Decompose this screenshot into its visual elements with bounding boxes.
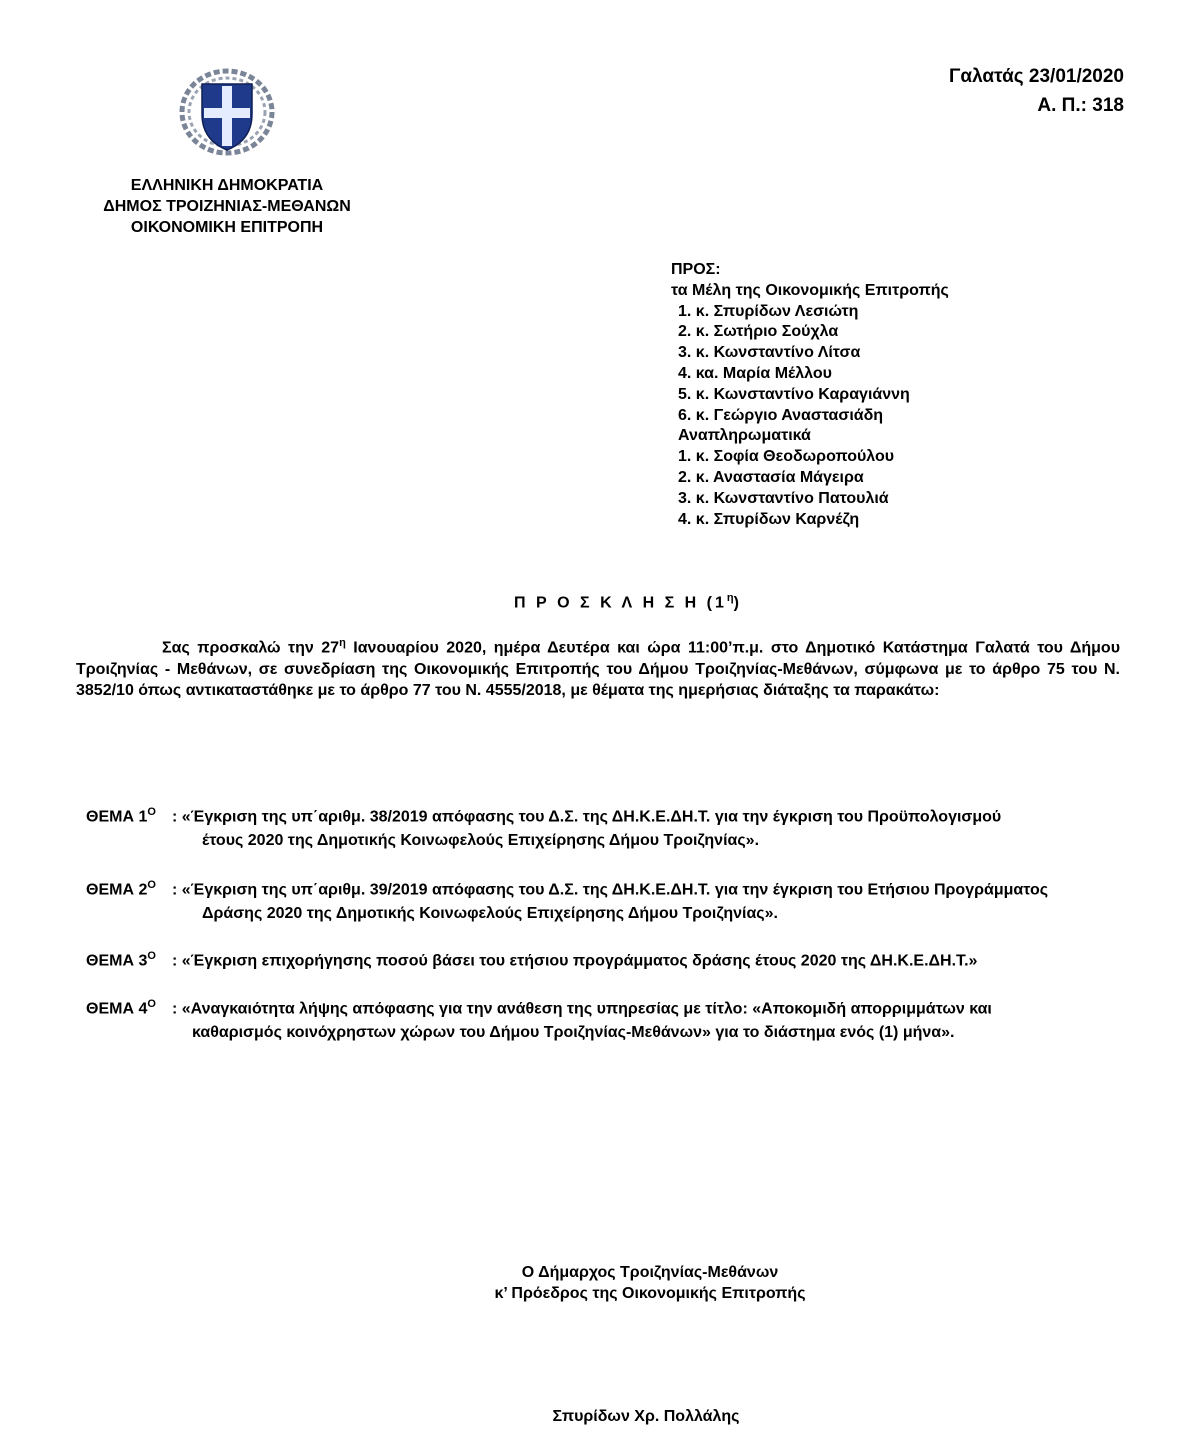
topic-text-continued: Δράσης 2020 της Δημοτικής Κοινωφελούς Επιχείρησης Δήμου Τροιζηνίας».: [202, 905, 778, 923]
title-text: Π Ρ Ο Σ Κ Λ Η Σ Η (1: [514, 594, 727, 612]
alternate-item: 2. κ. Αναστασία Μάγειρα: [678, 468, 864, 486]
member-item: 3. κ. Κωνσταντίνο Λίτσα: [678, 344, 861, 362]
topic-label: ΘΕΜΑ 1: [86, 808, 148, 826]
to-label: ΠΡΟΣ:: [671, 261, 721, 278]
republic-name: ΕΛΛΗΝΙΚΗ ΔΗΜΟΚΡΑΤΙΑ: [130, 177, 324, 194]
members-heading: τα Μέλη της Οικονομικής Επιτροπής: [671, 281, 949, 299]
intro-part2: Ιανουαρίου 2020, ημέρα Δευτέρα και ώρα 11:00’π.μ. στο Δημοτικό Κατάστημα Γαλατά του Δήμου Τροιζηνίας - Μεθάνων, σε συνεδρίαση της Οικονομικής Επιτροπής του Δήμου Τροιζηνίας-Μεθάνων, σύμφωνα με το άρθρο 75 του Ν. 3852/10 όπως αντικαταστάθηκε με το άρθρο 77 του Ν. 4555/2018, με θέματα της ημερήσιας διάταξης τα παρακάτω:: [76, 639, 1121, 699]
date-protocol-block: [949, 62, 1124, 120]
topic-text: : «Αναγκαιότητα λήψης απόφασης για την ανάθεση της υπηρεσίας με τίτλο: «Αποκομιδή απορριμμάτων και: [172, 1000, 992, 1018]
topic-text: : «Έγκριση της υπ΄αριθμ. 38/2019 απόφασης του Δ.Σ. της ΔΗ.Κ.Ε.ΔΗ.Τ. για την έγκριση του Προϋπολογισμού: [172, 808, 1002, 826]
recipients-block: [671, 260, 949, 530]
signatory-name: Σπυρίδων Χρ. Πολλάλης: [552, 1408, 740, 1425]
topic-text: : «Έγκριση της υπ΄αριθμ. 39/2019 απόφασης του Δ.Σ. της ΔΗ.Κ.Ε.ΔΗ.Τ. για την έγκριση του Ετήσιου Προγράμματος: [172, 881, 1049, 899]
topic-text-continued: καθαρισμός κοινόχρηστων χώρων του Δήμου Τροιζηνίας-Μεθάνων» για το διάστημα ενός (1) μήνα».: [192, 1024, 955, 1042]
agenda-topic-3: [86, 944, 977, 973]
topic-superscript: Ο: [147, 879, 156, 891]
municipality-name: ΔΗΜΟΣ ΤΡΟΙΖΗΝΙΑΣ-ΜΕΘΑΝΩΝ: [103, 198, 351, 215]
member-item: 1. κ. Σπυρίδων Λεσιώτη: [678, 302, 859, 320]
topic-label: ΘΕΜΑ 4: [86, 1000, 148, 1018]
agenda-topic-4: [86, 992, 992, 1045]
alternate-item: 1. κ. Σοφία Θεοδωροπούλου: [678, 448, 895, 466]
topic-text-continued: έτους 2020 της Δημοτικής Κοινωφελούς Επιχείρησης Δήμου Τροιζηνίας».: [202, 832, 760, 850]
signatory-title: Ο Δήμαρχος Τροιζηνίας-Μεθάνων: [521, 1264, 779, 1281]
topic-superscript: Ο: [147, 806, 156, 818]
intro-part1: Σας προσκαλώ την 27: [162, 639, 340, 657]
protocol-number: Α. Π.: 318: [1037, 95, 1124, 116]
alternates-heading: Αναπληρωματικά: [678, 427, 811, 445]
signatory-role: κ’ Πρόεδρος της Οικονομικής Επιτροπής: [494, 1285, 806, 1302]
topic-superscript: Ο: [147, 998, 156, 1010]
topic-text: : «Έγκριση επιχορήγησης ποσού βάσει του ετήσιου προγράμματος δράσης έτους 2020 της ΔΗ.Κ.Ε.ΔΗ.Τ.»: [172, 952, 978, 970]
signature-block: [450, 1262, 850, 1304]
document-title: [0, 592, 1200, 612]
invitation-paragraph: [76, 633, 1120, 701]
date-line: Γαλατάς 23/01/2020: [949, 66, 1124, 87]
topic-label: ΘΕΜΑ 2: [86, 881, 148, 899]
agenda-topic-2: [86, 873, 1048, 926]
committee-name: ΟΙΚΟΝΟΜΙΚΗ ΕΠΙΤΡΟΠΗ: [130, 219, 324, 236]
member-item: 4. κα. Μαρία Μέλλου: [678, 364, 832, 382]
title-close: ): [733, 594, 742, 612]
member-item: 5. κ. Κωνσταντίνο Καραγιάννη: [678, 385, 910, 403]
title-superscript: η: [726, 592, 734, 604]
alternate-item: 3. κ. Κωνσταντίνο Πατουλιά: [678, 489, 889, 507]
alternate-item: 4. κ. Σπυρίδων Καρνέζη: [678, 510, 860, 528]
issuer-header: [72, 175, 382, 238]
member-item: 6. κ. Γεώργιο Αναστασιάδη: [678, 406, 884, 424]
topic-label: ΘΕΜΑ 3: [86, 952, 148, 970]
agenda-topic-1: [86, 800, 1001, 853]
member-item: 2. κ. Σωτήριο Σούχλα: [678, 323, 839, 341]
greek-republic-emblem-icon: [178, 68, 276, 156]
intro-superscript: η: [339, 637, 346, 649]
topic-superscript: Ο: [147, 950, 156, 962]
